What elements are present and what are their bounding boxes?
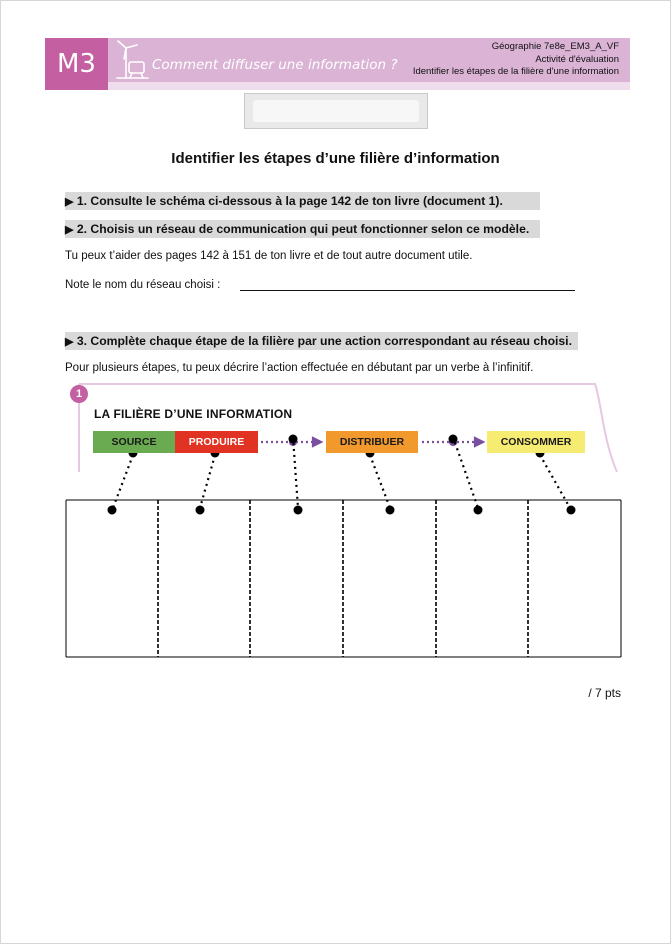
triangle-right-icon: ▶ xyxy=(65,196,74,208)
course-code: Géographie 7e8e_EM3_A_VF xyxy=(491,41,619,52)
filiere-diagram xyxy=(65,380,625,660)
answer-grid xyxy=(66,500,621,657)
points-total: / 7 pts xyxy=(588,686,621,700)
network-answer-line[interactable] xyxy=(240,290,575,291)
header-info xyxy=(413,41,619,79)
triangle-right-icon: ▶ xyxy=(65,336,74,348)
name-label-tape xyxy=(244,93,428,129)
question-3-text: 3. Complète chaque étape de la filière par une action correspondant au réseau choisi. xyxy=(76,334,572,348)
help-text: Tu peux t’aider des pages 142 à 151 de ton livre et de tout autre document utile. xyxy=(65,250,473,262)
step-produire: PRODUIRE xyxy=(175,431,258,453)
diagram-graphics xyxy=(65,380,625,660)
question-1-text: 1. Consulte le schéma ci-dessous à la page 142 de ton livre (document 1). xyxy=(76,194,503,208)
diagram-frame xyxy=(79,384,617,472)
module-topic: Comment diffuser une information ? xyxy=(152,57,398,73)
header-subtitle: Identifier les étapes de la filière d'une information xyxy=(412,66,619,77)
triangle-right-icon: ▶ xyxy=(65,224,74,236)
question-2-text: 2. Choisis un réseau de communication qui peut fonctionner selon ce modèle. xyxy=(76,222,530,236)
instruction-text: Pour plusieurs étapes, tu peux décrire l’action effectuée en débutant par un verbe à l’infinitif. xyxy=(65,362,534,374)
module-badge: M3 xyxy=(45,38,108,90)
page-title: Identifier les étapes d’une filière d’information xyxy=(171,150,500,167)
header-band-lower xyxy=(108,82,630,90)
wind-turbine-icon xyxy=(112,40,152,84)
document-number-badge: 1 xyxy=(70,385,88,403)
diagram-title: LA FILIÈRE D’UNE INFORMATION xyxy=(94,407,293,421)
activity-label: Activité d'évaluation xyxy=(535,53,619,65)
step-distribuer: DISTRIBUER xyxy=(326,431,418,453)
question-3 xyxy=(65,332,578,350)
network-prompt: Note le nom du réseau choisi : xyxy=(65,279,221,291)
question-2 xyxy=(65,220,540,238)
step-source: SOURCE xyxy=(93,431,175,453)
question-1 xyxy=(65,192,540,210)
step-consommer: CONSOMMER xyxy=(487,431,585,453)
